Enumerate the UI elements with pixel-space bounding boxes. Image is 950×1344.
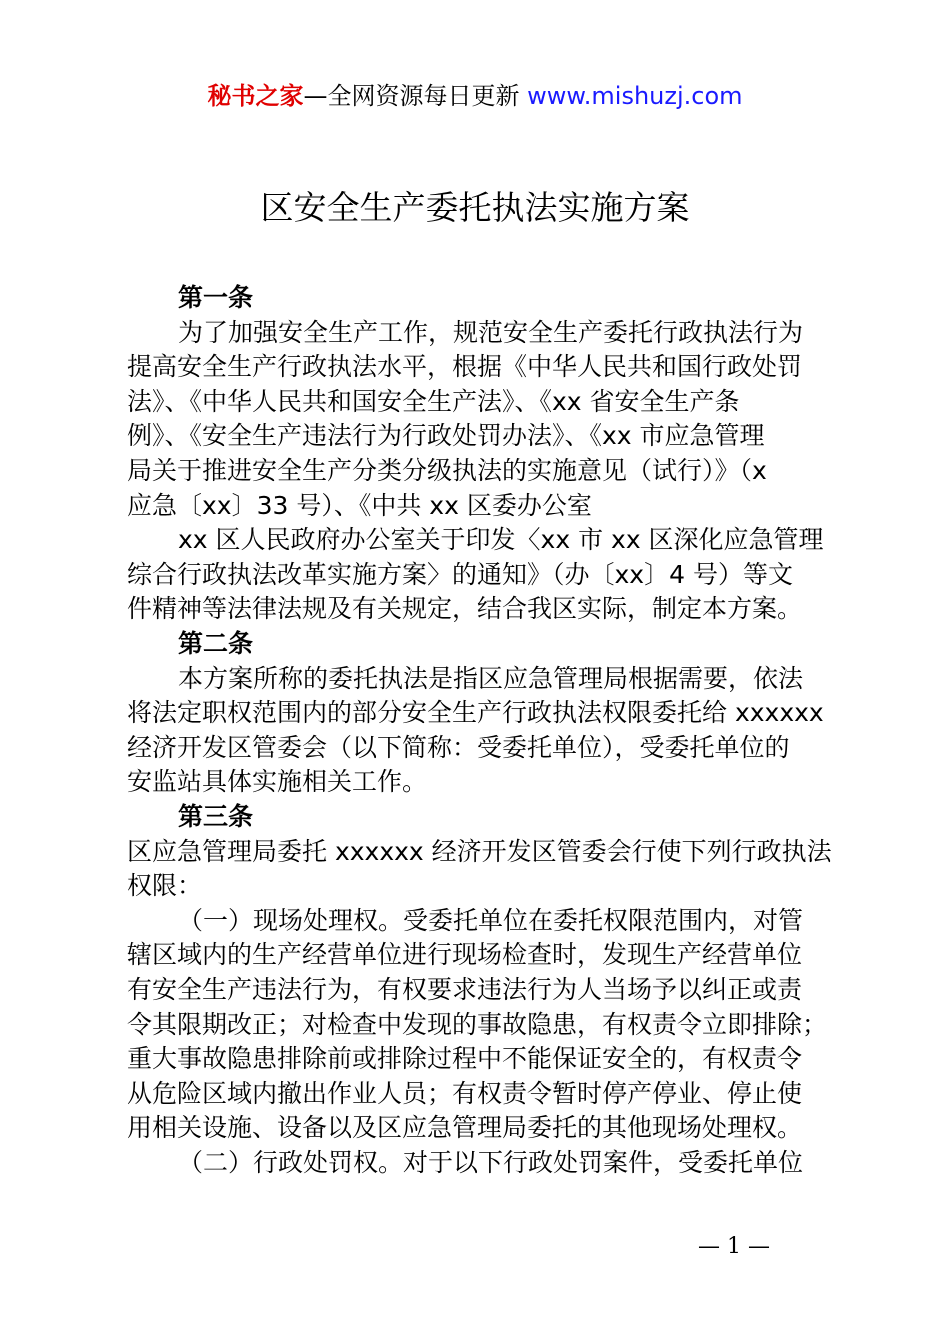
body-line: （一）现场处理权。受委托单位在委托权限范围内，对管 [178, 905, 804, 935]
article-heading: 第二条 [178, 629, 254, 658]
body-line: 局关于推进安全生产分类分级执法的实施意见（试行）》（x [127, 456, 767, 485]
document-title: 区安全生产委托执法实施方案 [260, 188, 690, 227]
article-heading: 第三条 [178, 802, 254, 831]
body-line: 用相关设施、设备以及区应急管理局委托的其他现场处理权。 [127, 1113, 803, 1143]
article-heading: 第一条 [178, 283, 254, 312]
body-line: （二）行政处罚权。对于以下行政处罚案件，受委托单位 [178, 1148, 804, 1177]
body-line: 综合行政执法改革实施方案〉的通知》（办〔xx〕4 号）等文 [127, 559, 793, 589]
body-line: 将法定职权范围内的部分安全生产行政执法权限委托给 xxxxxx [127, 698, 824, 728]
body-line: 辖区域内的生产经营单位进行现场检查时，发现生产经营单位 [127, 940, 803, 970]
body-line: 法》、《中华人民共和国安全生产法》、《xx 省安全生产条 [127, 386, 740, 416]
body-line: 安监站具体实施相关工作。 [127, 767, 428, 797]
page-number: — 1 — [698, 1234, 770, 1259]
body-line: 为了加强安全生产工作，规范安全生产委托行政执法行为 [178, 317, 804, 347]
body-line: 权限： [127, 871, 203, 901]
body-line: 本方案所称的委托执法是指区应急管理局根据需要，依法 [178, 663, 804, 693]
body-line: 区应急管理局委托 xxxxxx 经济开发区管委会行使下列行政执法 [127, 836, 832, 866]
site-brand: 秘书之家 [207, 82, 304, 110]
body-line: 经济开发区管委会（以下简称：受委托单位），受委托单位的 [127, 732, 790, 762]
body-line: xx 区人民政府办公室关于印发〈xx 市 xx 区深化应急管理 [178, 525, 824, 555]
site-url-link[interactable]: www.mishuzj.com [527, 82, 743, 110]
site-tagline: —全网资源每日更新 [303, 82, 520, 110]
body-line: 件精神等法律法规及有关规定，结合我区实际，制定本方案。 [127, 594, 803, 624]
body-line: 从危险区域内撤出作业人员；有权责令暂时停产停业、停止使 [127, 1078, 803, 1108]
body-line: 例》、《安全生产违法行为行政处罚办法》、《xx 市应急管理 [127, 421, 765, 451]
body-line: 应急〔xx〕33 号）、《中共 xx 区委办公室 [127, 490, 592, 520]
body-line: 提高安全生产行政执法水平，根据《中华人民共和国行政处罚 [127, 352, 803, 382]
body-line: 令其限期改正；对检查中发现的事故隐患，有权责令立即排除； [127, 1009, 828, 1039]
site-banner [0, 80, 950, 112]
body-line: 有安全生产违法行为，有权要求违法行为人当场予以纠正或责 [127, 975, 803, 1004]
body-line: 重大事故隐患排除前或排除过程中不能保证安全的，有权责令 [127, 1044, 803, 1074]
